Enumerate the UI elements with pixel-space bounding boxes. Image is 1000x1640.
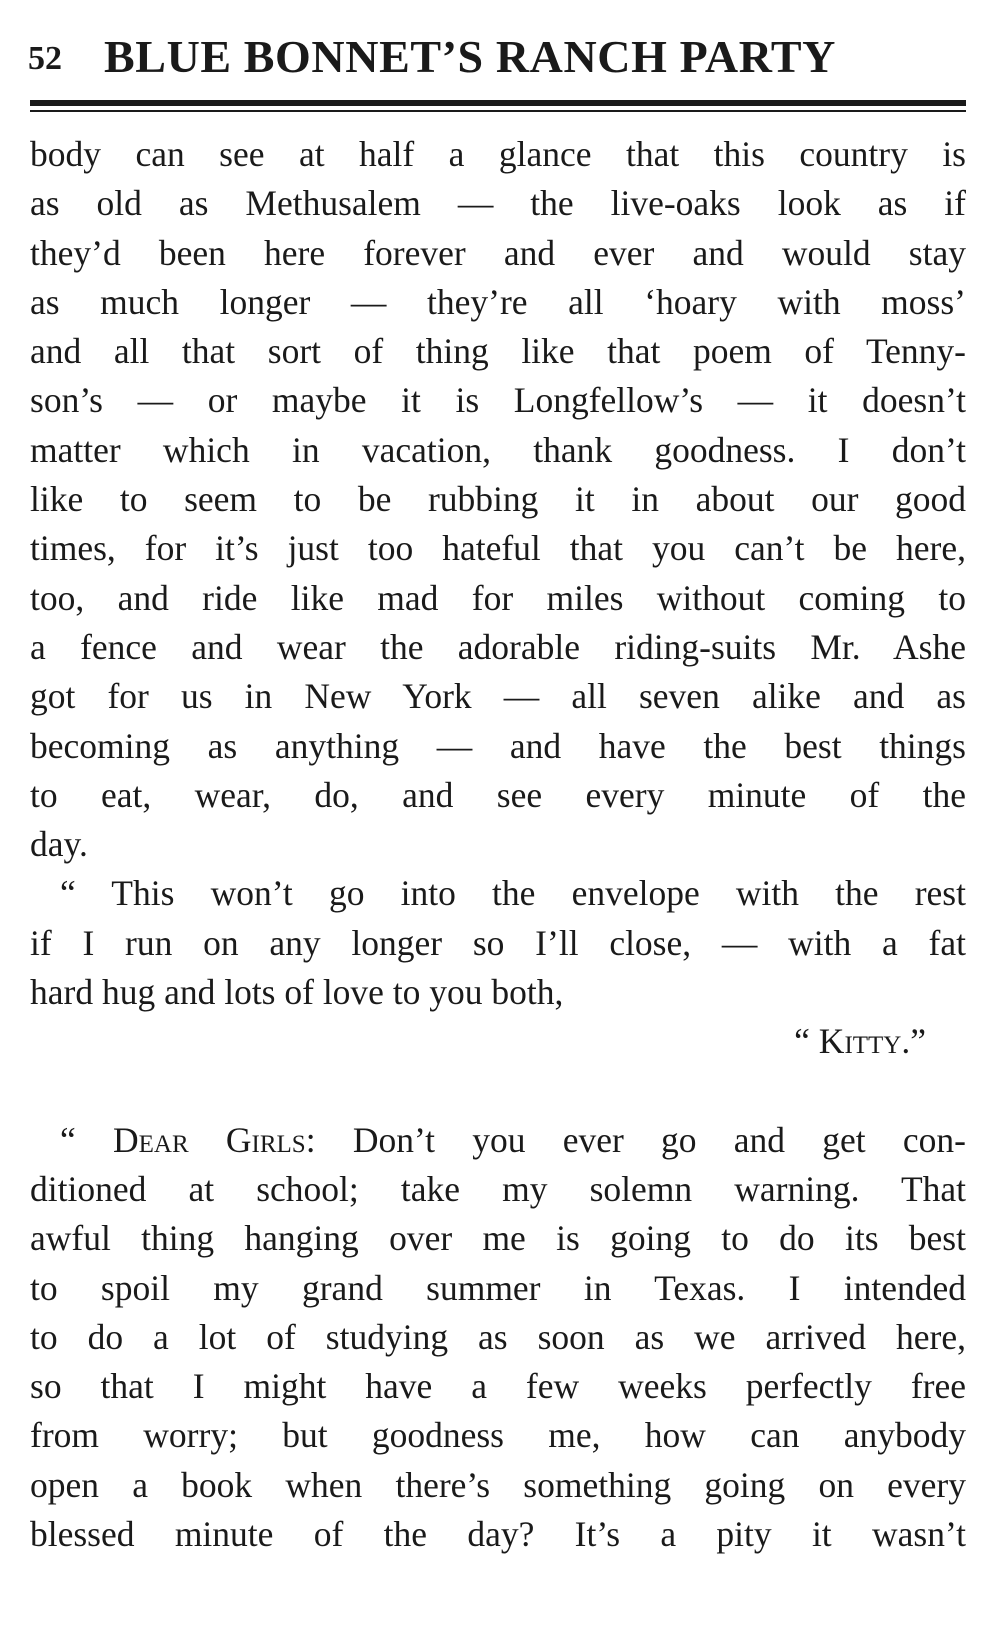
- text-line: body can see at half a glance that this country is: [30, 134, 966, 174]
- text-line: blessed minute of the day? It’s a pity it wasn’t: [30, 1514, 966, 1555]
- text-line: “ This won’t go into the envelope with the rest: [60, 873, 966, 914]
- text-line: ditioned at school; take my solemn warning. That: [30, 1168, 966, 1209]
- text-line: a fence and wear the adorable riding-suits Mr. Ashe: [30, 626, 966, 667]
- text-line: matter which in vacation, thank goodness. I don’t: [30, 429, 966, 470]
- text-line: too, and ride like mad for miles without coming to: [30, 577, 966, 618]
- text-line: open a book when there’s something going on every: [30, 1464, 966, 1505]
- salutation: “ Dear Girls:: [60, 1119, 316, 1160]
- text-line: so that I might have a few weeks perfectly free: [30, 1366, 966, 1407]
- text-line: awful thing hanging over me is going to do its best: [30, 1218, 966, 1259]
- signature: “ Kitty.”: [794, 1021, 926, 1062]
- text-line: to do a lot of studying as soon as we arrived here,: [30, 1316, 966, 1357]
- section-gap: [30, 1067, 966, 1116]
- text-line: to spoil my grand summer in Texas. I intended: [30, 1267, 966, 1308]
- text-line: hard hug and lots of love to you both,: [30, 972, 564, 1013]
- text-line: from worry; but goodness me, how can anybody: [30, 1415, 966, 1456]
- salutation-text: Don’t you ever go and get con-: [352, 1119, 966, 1160]
- text-line: becoming as anything — and have the best things: [30, 725, 966, 766]
- salutation-line: [30, 1116, 966, 1165]
- letter-closing: [30, 869, 966, 1066]
- running-head: [28, 30, 968, 94]
- text-line: as much longer — they’re all ‘hoary with moss’: [30, 281, 966, 322]
- body-text: [30, 130, 966, 1559]
- text-line: got for us in New York — all seven alike and as: [30, 676, 966, 717]
- text-line: as old as Methusalem — the live-oaks look as if: [30, 183, 966, 224]
- header-rule-thin: [30, 110, 966, 112]
- header-rule-thick: [30, 100, 966, 106]
- text-line: and all that sort of thing like that poem of Tenny-: [30, 331, 966, 372]
- running-title: BLUE BONNET’S RANCH PARTY: [104, 31, 836, 82]
- text-line: times, for it’s just too hateful that you can’t be here,: [30, 528, 966, 569]
- text-line: if I run on any longer so I’ll close, — with a fat: [30, 922, 966, 963]
- letter-kitty-continued: [30, 130, 966, 869]
- text-line: son’s — or maybe it is Longfellow’s — it doesn’t: [30, 380, 966, 421]
- text-line: to eat, wear, do, and see every minute of the: [30, 774, 966, 815]
- text-line: like to seem to be rubbing it in about our good: [30, 479, 966, 520]
- text-line: day.: [30, 824, 88, 865]
- text-line: they’d been here forever and ever and would stay: [30, 232, 966, 273]
- page-number: 52: [28, 40, 62, 77]
- letter-second: [30, 1116, 966, 1560]
